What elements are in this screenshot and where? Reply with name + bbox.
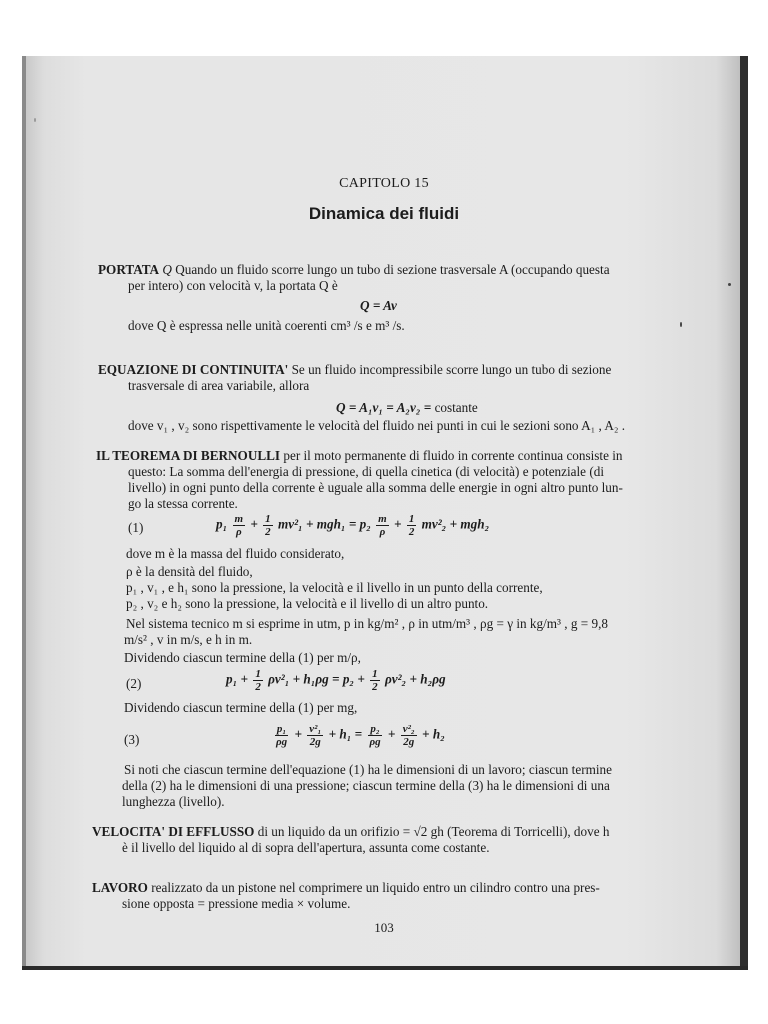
- equation-3: [272, 723, 445, 748]
- page-edge-shadow: [740, 56, 748, 970]
- continuita-formula-expr: Q = A₁v₁ = A₂v₂ =: [336, 400, 432, 415]
- eq2-half2-den: 2: [372, 681, 378, 693]
- eq3-fraction-v2: [401, 723, 417, 748]
- bernoulli-line-1: [96, 448, 623, 464]
- equation-3-label: (3): [124, 732, 140, 747]
- portata-line-1: [98, 262, 610, 278]
- lavoro-heading: LAVORO: [92, 880, 148, 895]
- portata-formula: Q = Av: [360, 298, 397, 313]
- units-line-2: m/s² , v in m/s, e h in m.: [124, 632, 253, 647]
- divide-line-2: Dividendo ciascun termine della (1) per mg,: [124, 700, 358, 715]
- eq1-frac2-num: m: [378, 513, 387, 525]
- chapter-number: CAPITOLO 15: [339, 176, 429, 191]
- eq2-part-c: ρv²₂ + h₂ρg: [384, 671, 446, 687]
- eq2-half-num: 1: [255, 668, 261, 680]
- note-line-3: lunghezza (livello).: [122, 794, 225, 809]
- lavoro-line-2: sione opposta = pressione media × volume.: [122, 896, 351, 911]
- equation-2: [226, 668, 446, 693]
- equation-2-label: (2): [126, 676, 142, 691]
- eq1-mgh2: + mgh₂: [449, 516, 490, 532]
- eq1-fraction-half: [263, 513, 273, 538]
- scan-speck: [34, 118, 36, 122]
- eq2-fraction-half: [253, 668, 263, 693]
- continuita-formula: [336, 400, 478, 416]
- continuita-line-3: dove v₁ , v₂ sono rispettivamente le velocità del fluido nei punti in cui le sezioni sono A₁ , A₂ .: [128, 418, 626, 433]
- eq2-half-den: 2: [255, 681, 261, 693]
- eq3-h2: + h₂: [422, 726, 445, 742]
- portata-symbol: Q: [162, 262, 172, 277]
- eq1-frac-den: ρ: [235, 526, 242, 538]
- eq3-h1: + h₁ =: [328, 726, 363, 742]
- page-number: 103: [374, 920, 394, 935]
- bernoulli-line-2: questo: La somma dell'energia di pressione, di quella cinetica (di velocità) e potenziale (di: [128, 464, 604, 479]
- eq1-plus-2: +: [394, 516, 402, 532]
- efflusso-text-1: di un liquido da un orifizio = √2 gh (Teorema di Torricelli), dove h: [257, 824, 610, 839]
- lavoro-line-1: [92, 880, 600, 896]
- portata-text-1: Quando un fluido scorre lungo un tubo di sezione trasversale A (occupando questa: [175, 262, 610, 277]
- scan-speck: [680, 322, 682, 327]
- eq3-p1-den: ρg: [276, 736, 288, 748]
- efflusso-line-2: è il livello del liquido al di sopra dell'apertura, assunta come costante.: [122, 840, 490, 855]
- eq3-p1-num: p₁: [276, 723, 287, 735]
- eq1-half2-den: 2: [408, 526, 415, 538]
- eq2-fraction-half-2: [370, 668, 380, 693]
- eq3-v2-num: v²₂: [402, 723, 415, 735]
- note-line-2: della (2) ha le dimensioni di una pressione; ciascun termine della (3) ha le dimensioni di una: [122, 778, 610, 793]
- eq1-mgh1: + mgh₁ = p₂: [305, 516, 371, 532]
- portata-line-3: dove Q è espressa nelle unità coerenti cm³ /s e m³ /s.: [128, 318, 405, 333]
- eq3-v1-den: 2g: [309, 736, 321, 748]
- continuita-formula-tail: costante: [434, 400, 478, 415]
- continuita-line-1: [98, 362, 611, 378]
- chapter-title: Dinamica dei fluidi: [308, 204, 460, 223]
- bernoulli-heading: IL TEOREMA DI BERNOULLI: [96, 448, 281, 463]
- efflusso-line-1: [92, 824, 609, 840]
- bernoulli-line-3: livello) in ogni punto della corrente è uguale alla somma delle energie in ogni altro punto lun-: [128, 480, 623, 495]
- scan-speck: [728, 283, 731, 286]
- eq2-half2-num: 1: [372, 668, 378, 680]
- continuita-heading: EQUAZIONE DI CONTINUITA': [98, 362, 289, 377]
- bernoulli-line-4: go la stessa corrente.: [128, 496, 238, 511]
- eq3-p2-den: ρg: [369, 736, 381, 748]
- eq1-half-den: 2: [265, 526, 271, 538]
- eq1-plus: +: [250, 516, 258, 532]
- continuita-line-2: trasversale di area variabile, allora: [128, 378, 310, 393]
- page-bottom-edge: [22, 966, 748, 970]
- definition-point-1: p₁ , v₁ , e h₁ sono la pressione, la velocità e il livello in un punto della corrente,: [126, 580, 543, 595]
- note-line-1: Si noti che ciascun termine dell'equazione (1) ha le dimensioni di un lavoro; ciascun termine: [124, 762, 612, 777]
- lavoro-text-1: realizzato da un pistone nel comprimere un liquido entro un cilindro contro una pres-: [151, 880, 600, 895]
- eq1-half2-num: 1: [408, 513, 415, 525]
- portata-line-2: per intero) con velocità v, la portata Q è: [128, 278, 338, 293]
- efflusso-heading: VELOCITA' DI EFFLUSSO: [92, 824, 255, 839]
- eq1-frac2-den: ρ: [379, 526, 386, 538]
- eq3-plus-2: +: [387, 726, 396, 742]
- eq1-fraction-m-rho: [233, 513, 246, 538]
- definition-point-2: p₂ , v₂ e h₂ sono la pressione, la velocità e il livello di un altro punto.: [126, 596, 489, 611]
- units-line-1: Nel sistema tecnico m si esprime in utm, p in kg/m² , ρ in utm/m³ , ρg = γ in kg/m³ , g = 9,8: [126, 616, 608, 631]
- eq1-fraction-half-2: [407, 513, 417, 538]
- eq2-part-a: p₁ +: [226, 671, 249, 687]
- eq1-half-num: 1: [265, 513, 271, 525]
- eq3-fraction-p1: [274, 723, 289, 748]
- eq3-plus: +: [294, 726, 302, 742]
- continuita-text-1: Se un fluido incompressibile scorre lungo un tubo di sezione: [291, 362, 612, 377]
- eq2-part-b: ρv²₁ + h₁ρg = p₂ +: [268, 671, 365, 687]
- eq3-v1-num: v²₁: [309, 723, 322, 735]
- eq3-fraction-p2: [367, 723, 382, 748]
- eq1-p1: p₁: [216, 516, 228, 532]
- definition-m: dove m è la massa del fluido considerato,: [126, 546, 345, 561]
- bernoulli-text-1: per il moto permanente di fluido in corrente continua consiste in: [283, 448, 623, 463]
- definition-rho: ρ è la densità del fluido,: [126, 564, 253, 579]
- eq1-frac-num: m: [234, 513, 244, 525]
- eq1-fraction-m-rho-2: [376, 513, 389, 538]
- eq3-v2-den: 2g: [403, 736, 415, 748]
- eq3-p2-num: p₂: [370, 723, 380, 735]
- equation-1-label: (1): [128, 520, 144, 535]
- equation-1: [216, 513, 489, 538]
- eq1-mv2: mv²₂: [421, 516, 447, 532]
- portata-heading: PORTATA: [98, 262, 160, 277]
- eq3-fraction-v1: [307, 723, 323, 748]
- eq1-mv1: mv²₁: [277, 516, 303, 532]
- divide-line-1: Dividendo ciascun termine della (1) per m/ρ,: [124, 650, 361, 665]
